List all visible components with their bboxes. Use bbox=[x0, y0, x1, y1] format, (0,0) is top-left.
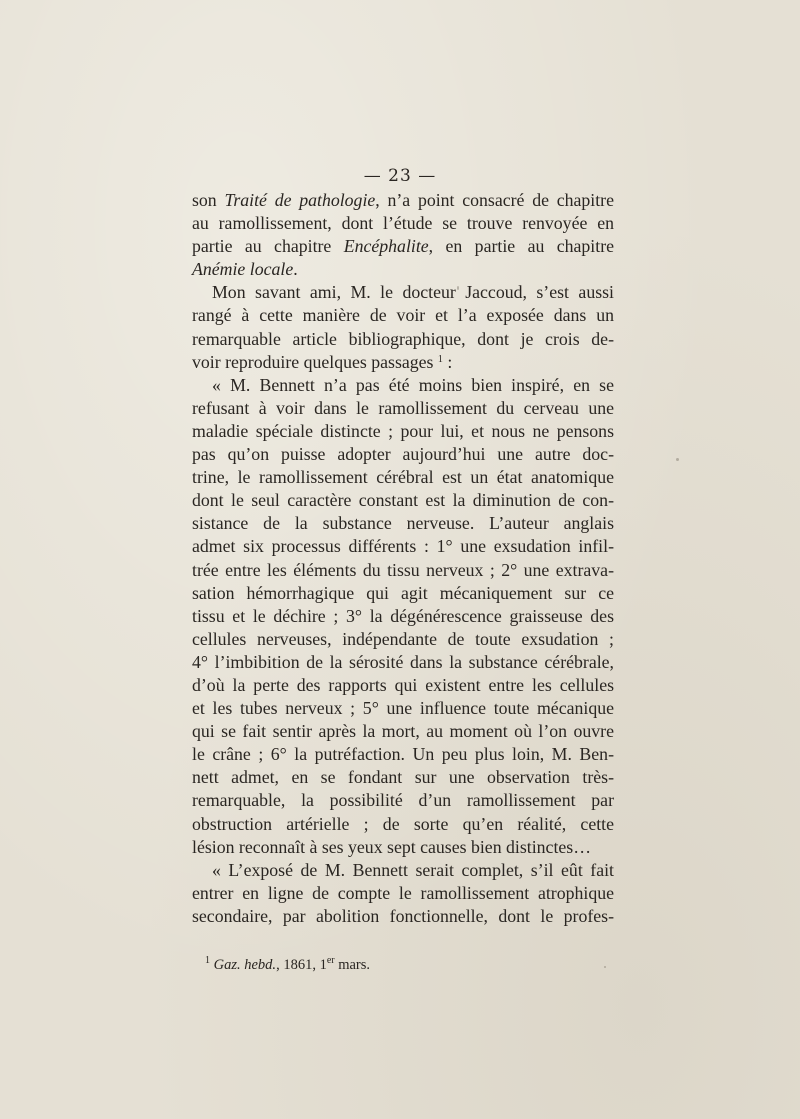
text-run: trée entre les éléments du tissu nerveux ; 2° une extrava- bbox=[192, 559, 614, 580]
text-line bbox=[192, 582, 614, 605]
text-run: et les tubes nerveux ; 5° une influence toute mécanique bbox=[192, 698, 614, 719]
text-line bbox=[192, 489, 614, 512]
text-line bbox=[192, 258, 614, 281]
text-run: « M. Bennett n’a pas été moins bien inspiré, en se bbox=[212, 374, 614, 395]
text-run: remarquable article bibliographique, dont je crois de- bbox=[192, 328, 614, 349]
text-run: lésion reconnaît à ses yeux sept causes bien distinctes… bbox=[192, 836, 591, 857]
text-line bbox=[192, 905, 614, 928]
text-line bbox=[192, 651, 614, 674]
text-run: remarquable, la possibilité d’un ramollissement par bbox=[192, 790, 614, 811]
footnote-text: , 1861, 1 bbox=[276, 957, 327, 973]
text-run: refusant à voir dans le ramollissement du cerveau une bbox=[192, 397, 614, 418]
text-run: « L’exposé de M. Bennett serait complet, s’il eût fait bbox=[212, 859, 614, 880]
text-line bbox=[192, 212, 614, 235]
text-run: rangé à cette manière de voir et l’a exposée dans un bbox=[192, 305, 614, 326]
paper-speck bbox=[676, 458, 679, 461]
text-line bbox=[192, 766, 614, 789]
text-run: , en partie au chapitre bbox=[428, 236, 615, 257]
text-run: nett admet, en se fondant sur une observation très- bbox=[192, 767, 614, 788]
text-line bbox=[192, 559, 614, 582]
footnote bbox=[205, 957, 370, 974]
text-line bbox=[192, 328, 614, 351]
text-line bbox=[192, 512, 614, 535]
italic-text: Encéphalite bbox=[343, 236, 429, 257]
italic-text: Anémie locale bbox=[192, 259, 294, 280]
text-run: au ramollissement, dont l’étude se trouve renvoyée en bbox=[192, 213, 614, 234]
text-line bbox=[192, 836, 614, 859]
text-run: pas qu’on puisse adopter aujourd’hui une autre doc- bbox=[192, 444, 614, 465]
text-run: Mon savant ami, M. le docteur Jaccoud, s’est aussi bbox=[212, 282, 614, 303]
text-run: d’où la perte des rapports qui existent entre les cellules bbox=[192, 674, 614, 695]
text-line bbox=[192, 628, 614, 651]
text-run: maladie spéciale distincte ; pour lui, et nous ne pensons bbox=[192, 420, 614, 441]
text-line bbox=[192, 789, 614, 812]
body-text bbox=[192, 189, 614, 928]
text-line bbox=[192, 235, 614, 258]
text-run: admet six processus différents : 1° une exsudation infil- bbox=[192, 536, 614, 557]
text-run: 4° l’imbibition de la sérosité dans la substance cérébrale, bbox=[192, 651, 614, 672]
text-line bbox=[192, 535, 614, 558]
footnote-marker: 1 bbox=[205, 955, 210, 966]
text-run: : bbox=[442, 351, 453, 372]
text-line bbox=[192, 605, 614, 628]
page-number: — 23 — bbox=[363, 166, 437, 186]
footnote-reference: 1 bbox=[437, 353, 443, 365]
footnote-sup: er bbox=[326, 955, 335, 966]
text-line bbox=[192, 351, 614, 374]
text-line bbox=[192, 720, 614, 743]
text-line bbox=[192, 443, 614, 466]
text-line bbox=[192, 743, 614, 766]
text-line bbox=[192, 374, 614, 397]
text-line bbox=[192, 882, 614, 905]
text-run: son bbox=[192, 190, 225, 210]
text-run: secondaire, par abolition fonctionnelle, dont le profes- bbox=[192, 905, 614, 926]
text-run: sistance de la substance nerveuse. L’auteur anglais bbox=[192, 513, 614, 534]
text-run: , n’a point consacré de chapitre bbox=[375, 190, 614, 210]
text-line bbox=[192, 304, 614, 327]
text-line bbox=[192, 189, 614, 212]
text-line bbox=[192, 281, 614, 304]
footnote-tail: mars. bbox=[334, 957, 371, 973]
text-line bbox=[192, 397, 614, 420]
italic-text: Traité de pathologie bbox=[224, 190, 376, 210]
text-run: trine, le ramollissement cérébral est un état anatomique bbox=[192, 467, 614, 488]
paper-speck bbox=[457, 286, 459, 290]
text-line bbox=[192, 466, 614, 489]
text-line bbox=[192, 674, 614, 697]
footnote-source: Gaz. hebd. bbox=[213, 957, 277, 973]
text-run: qui se fait sentir après la mort, au moment où l’on ouvre bbox=[192, 721, 614, 742]
text-run: . bbox=[293, 259, 298, 280]
text-run: entrer en ligne de compte le ramollissement atrophique bbox=[192, 882, 614, 903]
text-line bbox=[192, 420, 614, 443]
text-run: sation hémorrhagique qui agit mécaniquement sur ce bbox=[192, 582, 614, 603]
text-run: obstruction artérielle ; de sorte qu’en réalité, cette bbox=[192, 813, 614, 834]
text-line bbox=[192, 859, 614, 882]
text-run: le crâne ; 6° la putréfaction. Un peu plus loin, M. Ben- bbox=[192, 744, 614, 765]
text-line bbox=[192, 697, 614, 720]
text-run: partie au chapitre bbox=[192, 236, 344, 257]
text-line bbox=[192, 813, 614, 836]
text-run: tissu et le déchire ; 3° la dégénérescence graisseuse des bbox=[192, 605, 614, 626]
paper-speck bbox=[604, 966, 606, 968]
text-run: dont le seul caractère constant est la diminution de con- bbox=[192, 490, 614, 511]
text-run: voir reproduire quelques passages bbox=[192, 351, 438, 372]
text-run: cellules nerveuses, indépendante de toute exsudation ; bbox=[192, 628, 614, 649]
